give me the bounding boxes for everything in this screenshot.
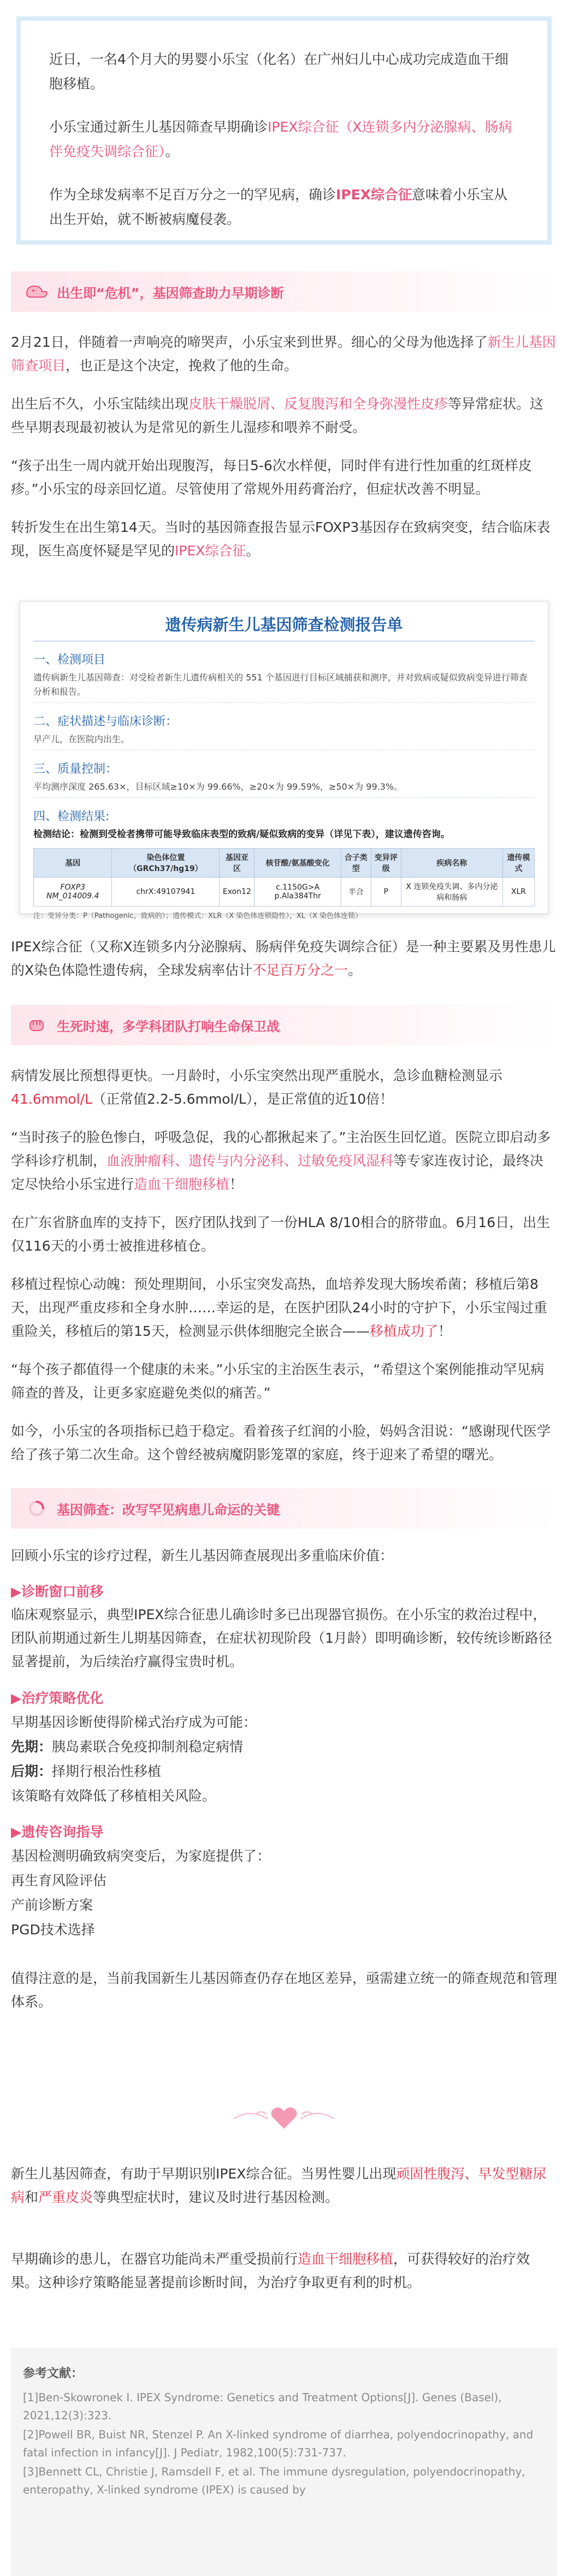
s2-paragraph-3: 在广东省脐血库的支持下，医疗团队找到了一份HLA 8/10相合的脐带血。6月16日，出生仅116天的小勇士被推进移植仓。 <box>11 1215 551 1254</box>
s2-paragraph-4: 移植过程惊心动魄：预处理期间，小乐宝突发高热，血培养发现大肠埃希菌；移植后第8天，出现严重皮疹和全身水肿……幸运的是，在医护团队24小时的守护下，小乐宝闯过重重险关，移植后的第15天，检测显示供体细胞完全嵌合——移植成功了！ <box>11 1276 547 1339</box>
reference-item: [3]Bennett CL, Christie J, Ramsdell F, et al. The immune dysregulation, polyendocrinopathy, enteropathy, X-linked syndrome (IPEX) is caused by <box>23 2465 525 2496</box>
baby-icon <box>24 279 49 304</box>
report-separator <box>33 750 535 751</box>
s1-after-paragraph: IPEX综合征（又称X连锁多内分泌腺病、肠病伴免疫失调综合征）是一种主要累及男性患儿的X染色体隐性遗传病，全球发病率估计不足百万分之一。 <box>11 939 556 978</box>
table-header: 遗传模式 <box>502 849 534 878</box>
report-section-2-title: 二、症状描述与临床诊断： <box>33 715 178 729</box>
table-header: 变异评级 <box>371 849 401 878</box>
table-cell: Exon12 <box>220 878 255 907</box>
table-cell: chrX:49107941 <box>112 878 220 907</box>
s3-subhead-3: ▶遗传咨询指导 <box>11 1824 104 1840</box>
report-conclusion: 检测结论：检测到受检者携带可能导致临床表型的致病/疑似致病的变异（详见下表），建议遗传咨询。 <box>33 829 450 840</box>
table-cell: FOXP3 NM_014009.4 <box>34 878 112 907</box>
report-title-divider <box>33 641 535 642</box>
genetic-report-card <box>19 601 549 920</box>
closing-paragraph-1: 新生儿基因筛查，有助于早期识别IPEX综合征。当男性婴儿出现顽固性腹泻、早发型糖尿病和严重皮炎等典型症状时，建议及时进行基因检测。 <box>11 2166 547 2205</box>
table-header: 基因亚区 <box>220 849 255 878</box>
fist-icon <box>24 1012 49 1038</box>
references-title: 参考文献： <box>23 2367 84 2380</box>
section-title-3: 基因筛查：改写罕见病患儿命运的关键 <box>57 1502 280 1518</box>
s1-paragraph-1: 2月21日，伴随着一声响亮的啼哭声，小乐宝来到世界。细心的父母为他选择了新生儿基因筛查项目，也正是这个决定，挽救了他的生命。 <box>11 334 556 374</box>
table-header: 基因 <box>34 849 112 878</box>
s3-intro: 回顾小乐宝的诊疗过程，新生儿基因筛查展现出多重临床价值： <box>11 1548 394 1564</box>
report-footnote: 注：变异分类：P（Pathogenic，致病的）；遗传模式：XLR（X 染色体连锁隐性），XL（X 染色体连锁） <box>33 912 363 920</box>
reference-item: [2]Powell BR, Buist NR, Stenzel P. An X-linked syndrome of diarrhea, polyendocrinopathy, and fatal infection in infancy[J]. J Pediatr, 1982,100(5):731-737. <box>23 2428 534 2459</box>
report-title: 遗传病新生儿基因筛查检测报告单 <box>165 615 403 634</box>
table-header: 疾病名称 <box>401 849 502 878</box>
report-section-2-text: 早产儿，在医院内出生。 <box>33 734 130 744</box>
section-header-2 <box>11 1005 557 1045</box>
intro-paragraph-3: 作为全球发病率不足百万分之一的罕见病，确诊IPEX综合征意味着小乐宝从出生开始，就不断被病魔侵袭。 <box>49 187 508 227</box>
table-cell: 半合 <box>341 878 371 907</box>
table-cell: X 连锁免疫失调、多内分泌病和肠病 <box>401 878 502 907</box>
heart-divider-icon <box>234 2103 334 2133</box>
table-row <box>34 878 535 907</box>
closing-paragraph-2: 早期确诊的患儿，在器官功能尚未严重受损前行造血干细胞移植，可获得较好的治疗效果。这种诊疗策略能显著提前诊断时间，为治疗争取更有利的时机。 <box>11 2251 530 2290</box>
s3-subhead-3-text: 基因检测明确致病突变后，为家庭提供了： <box>11 1848 271 1864</box>
s1-paragraph-4: 转折发生在出生第14天。当时的基因筛查报告显示FOXP3基因存在致病突变，结合临床表现，医生高度怀疑是罕见的IPEX综合征。 <box>11 519 551 559</box>
s2-paragraph-6: 如今，小乐宝的各项指标已趋于稳定。看着孩子红润的小脸，妈妈含泪说：“感谢现代医学给了孩子第二次生命。这个曾经被病魔阴影笼罩的家庭，终于迎来了希望的曙光。 <box>11 1423 551 1462</box>
s3-list-item: 再生育风险评估 <box>11 1873 107 1888</box>
table-cell: c.1150G>A p.Ala384Thr <box>255 878 341 907</box>
s1-paragraph-3: “孩子出生一周内就开始出现腹泻，每日5-6次水样便，同时伴有进行性加重的红斑样皮疹。”小乐宝的母亲回忆道。尽管使用了常规外用药膏治疗，但症状改善不明显。 <box>11 458 532 497</box>
section-header-1 <box>11 271 557 312</box>
report-section-3-title: 三、质量控制： <box>33 762 118 776</box>
report-separator <box>33 702 535 703</box>
intro-box <box>16 16 552 245</box>
s2-paragraph-5: “每个孩子都值得一个健康的未来。”小乐宝的主治医生表示，“希望这个案例能推动罕见病筛查的普及，让更多家庭避免类似的痛苦。” <box>11 1361 545 1401</box>
s2-paragraph-1: 病情发展比预想得更快。一月龄时，小乐宝突然出现严重脱水，急诊血糖检测显示41.6mmol/L（正常值2.2-5.6mmol/L），是正常值的近10倍！ <box>11 1068 503 1107</box>
section-title-1: 出生即“危机”，基因筛查助力早期诊断 <box>57 285 284 301</box>
s3-list-item: PGD技术选择 <box>11 1922 95 1938</box>
s3-list-item: 该策略有效降低了移植相关风险。 <box>11 1788 216 1804</box>
s3-closing: 值得注意的是，当前我国新生儿基因筛查仍存在地区差异，亟需建立统一的筛查规范和管理体系。 <box>11 1970 558 2010</box>
s3-list-item: 先期：胰岛素联合免疫抑制剂稳定病情 <box>11 1739 244 1755</box>
report-section-1-text: 遗传病新生儿基因筛查：对受检者新生儿遗传病相关的 551 个基因进行目标区域捕获和测序，并对致病或疑似致病变异进行筛查分析和报告。 <box>33 672 528 697</box>
s3-subhead-1: ▶诊断窗口前移 <box>11 1584 104 1600</box>
references-box <box>11 2348 557 2576</box>
table-header: 染色体位置（GRCh37/hg19） <box>112 849 220 878</box>
table-header: 合子类型 <box>341 849 371 878</box>
report-section-4-title: 四、检测结果: <box>33 810 110 824</box>
s3-subhead-2-text: 早期基因诊断使得阶梯式治疗成为可能： <box>11 1714 257 1730</box>
report-section-3-text: 平均测序深度 265.63×，目标区域≥10×为 99.66%，≥20×为 99.59%，≥50×为 99.3%。 <box>33 781 403 792</box>
s2-paragraph-2: “当时孩子的脸色惨白，呼吸急促，我的心都揪起来了。”主治医生回忆道。医院立即启动多学科诊疗机制，血液肿瘤科、遗传与内分泌科、过敏免疫风湿科等专家连夜讨论，最终决定尽快给小乐宝进行造血干细胞移植！ <box>11 1129 551 1192</box>
s3-list-item: 后期：择期行根治性移植 <box>11 1763 162 1779</box>
intro-paragraph-1: 近日，一名4个月大的男婴小乐宝（化名）在广州妇儿中心成功完成造血干细胞移植。 <box>49 51 508 92</box>
s3-subhead-1-text: 临床观察显示，典型IPEX综合征患儿确诊时多已出现器官损伤。在小乐宝的救治过程中，团队前期通过新生儿期基因筛查，在症状初现阶段（1月龄）即明确诊断，较传统诊断路径显著提前，为后续治疗赢得宝贵时机。 <box>11 1607 552 1669</box>
s3-list-item: 产前诊断方案 <box>11 1897 93 1913</box>
s1-paragraph-2: 出生后不久，小乐宝陆续出现皮肤干燥脱屑、反复腹泻和全身弥漫性皮疹等异常症状。这些早期表现最初被认为是常见的新生儿湿疹和喂养不耐受。 <box>11 396 544 435</box>
intro-paragraph-2: 小乐宝通过新生儿基因筛查早期确诊IPEX综合征（X连锁多内分泌腺病、肠病伴免疫失调综合征）。 <box>49 119 512 159</box>
report-result-table <box>33 848 535 907</box>
table-cell: P <box>371 878 401 907</box>
section-header-3 <box>11 1488 557 1529</box>
spinner-icon <box>24 1496 49 1521</box>
reference-item: [1]Ben-Skowronek I. IPEX Syndrome: Genetics and Treatment Options[J]. Genes (Basel), 2021,12(3):323. <box>23 2391 502 2422</box>
s3-subhead-2: ▶治疗策略优化 <box>11 1690 104 1706</box>
table-cell: XLR <box>502 878 534 907</box>
report-separator <box>33 797 535 798</box>
table-header: 核苷酸/氨基酸变化 <box>255 849 341 878</box>
report-section-1-title: 一、检测项目 <box>33 653 106 667</box>
section-title-2: 生死时速，多学科团队打响生命保卫战 <box>57 1018 280 1034</box>
